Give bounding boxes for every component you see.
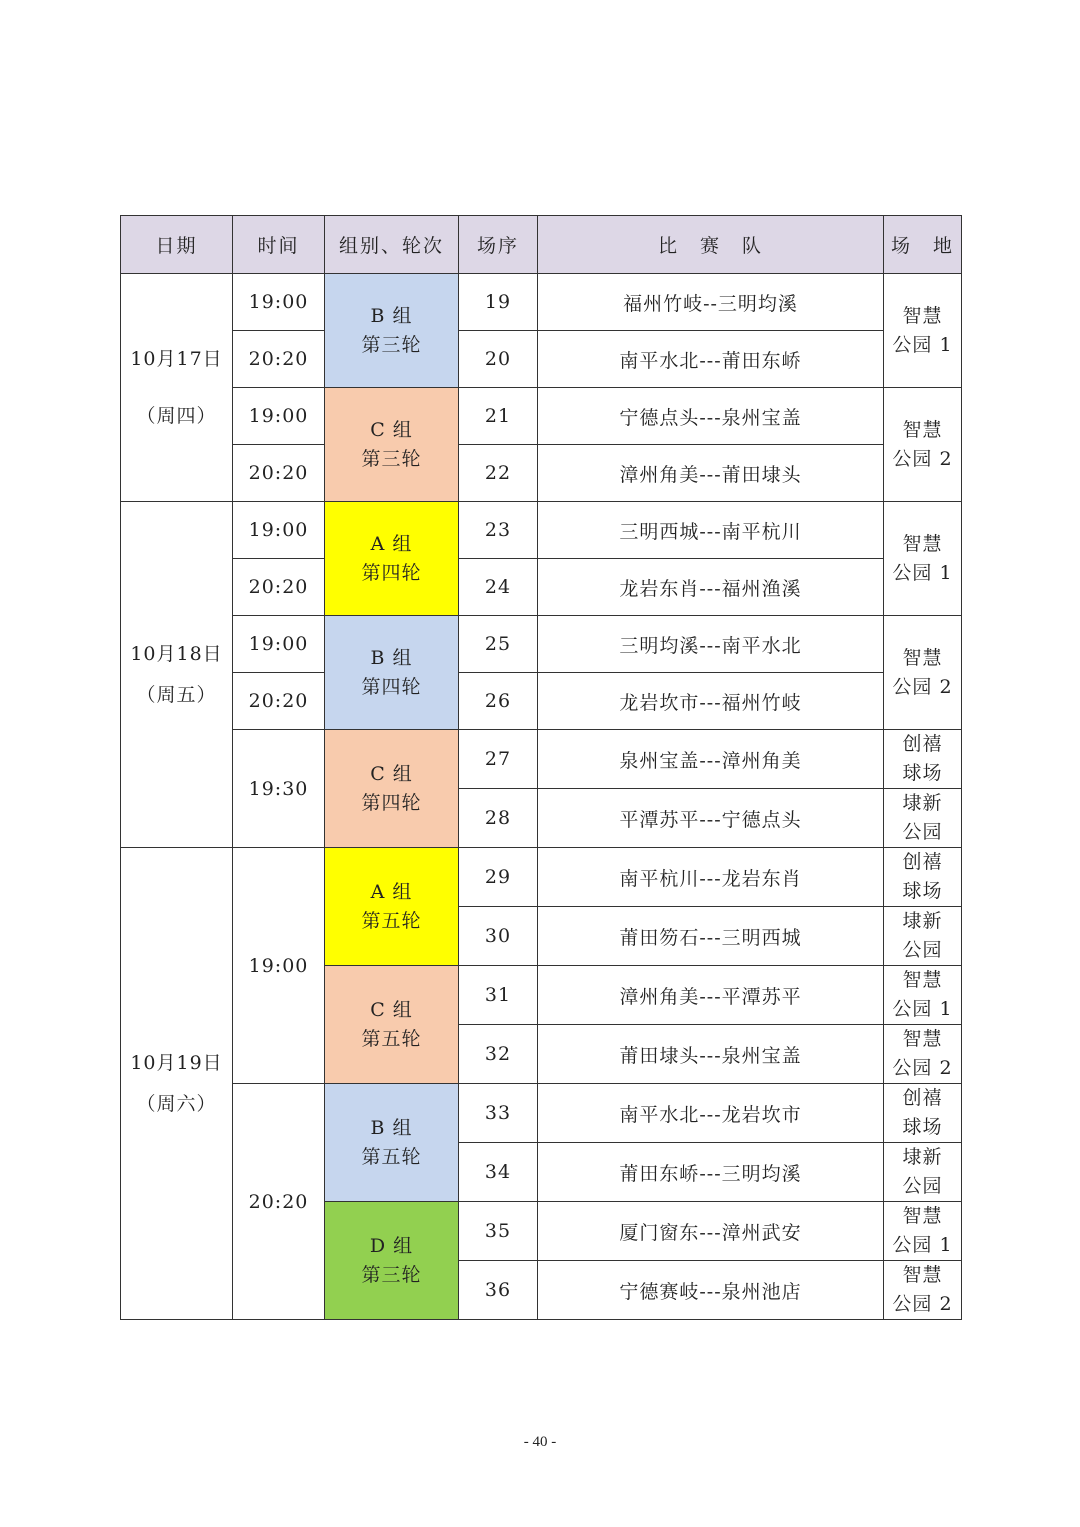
venue-cell: 智慧 公园 2 bbox=[884, 616, 962, 730]
group-label: C 组 bbox=[370, 418, 413, 441]
match-no-cell: 32 bbox=[459, 1025, 538, 1084]
teams-cell: 福州竹岐--三明均溪 bbox=[538, 274, 884, 331]
group-cell bbox=[325, 966, 459, 1084]
group-label: D 组 bbox=[369, 1234, 414, 1257]
time-cell: 19:00 bbox=[233, 388, 325, 445]
venue-cell: 智慧 公园 1 bbox=[884, 502, 962, 616]
teams-cell: 南平水北---龙岩坎市 bbox=[538, 1084, 884, 1143]
venue-cell: 埭新 公园 bbox=[884, 789, 962, 848]
match-no-cell: 29 bbox=[459, 848, 538, 907]
teams-cell: 厦门窗东---漳州武安 bbox=[538, 1202, 884, 1261]
group-label: B 组 bbox=[370, 646, 413, 669]
time-cell: 19:00 bbox=[233, 502, 325, 559]
schedule-table bbox=[120, 215, 962, 1320]
venue-cell: 智慧 公园 1 bbox=[884, 966, 962, 1025]
venue-cell: 埭新 公园 bbox=[884, 1143, 962, 1202]
match-no-cell: 24 bbox=[459, 559, 538, 616]
teams-cell: 宁德点头---泉州宝盖 bbox=[538, 388, 884, 445]
table-row bbox=[121, 388, 962, 445]
venue-cell: 埭新 公园 bbox=[884, 907, 962, 966]
group-label: B 组 bbox=[370, 1116, 413, 1139]
match-no-cell: 23 bbox=[459, 502, 538, 559]
group-cell bbox=[325, 388, 459, 502]
table-row bbox=[121, 848, 962, 907]
date-label: 10月18日 bbox=[130, 642, 223, 665]
date-label: 10月17日 bbox=[130, 347, 223, 370]
round-label: 第三轮 bbox=[361, 447, 422, 470]
table-row bbox=[121, 502, 962, 559]
group-label: A 组 bbox=[370, 880, 413, 903]
match-no-cell: 30 bbox=[459, 907, 538, 966]
header-time: 时间 bbox=[233, 216, 325, 274]
group-cell bbox=[325, 730, 459, 848]
venue-cell: 创禧 球场 bbox=[884, 1084, 962, 1143]
match-no-cell: 35 bbox=[459, 1202, 538, 1261]
group-label: C 组 bbox=[370, 762, 413, 785]
header-venue: 场 地 bbox=[884, 216, 962, 274]
date-cell bbox=[121, 502, 233, 848]
group-cell bbox=[325, 274, 459, 388]
match-no-cell: 31 bbox=[459, 966, 538, 1025]
teams-cell: 莆田埭头---泉州宝盖 bbox=[538, 1025, 884, 1084]
group-label: B 组 bbox=[370, 304, 413, 327]
table-row bbox=[121, 445, 962, 502]
table-row bbox=[121, 331, 962, 388]
round-label: 第四轮 bbox=[361, 791, 422, 814]
teams-cell: 莆田东峤---三明均溪 bbox=[538, 1143, 884, 1202]
teams-cell: 宁德赛岐---泉州池店 bbox=[538, 1261, 884, 1320]
group-label: A 组 bbox=[370, 532, 413, 555]
teams-cell: 龙岩东肖---福州渔溪 bbox=[538, 559, 884, 616]
time-cell: 19:00 bbox=[233, 616, 325, 673]
match-no-cell: 28 bbox=[459, 789, 538, 848]
round-label: 第五轮 bbox=[361, 1145, 422, 1168]
venue-cell: 智慧 公园 2 bbox=[884, 1261, 962, 1320]
time-cell: 19:00 bbox=[233, 848, 325, 1084]
round-label: 第三轮 bbox=[361, 1263, 422, 1286]
weekday-label: （周六） bbox=[136, 1092, 217, 1115]
match-no-cell: 19 bbox=[459, 274, 538, 331]
venue-cell: 智慧 公园 1 bbox=[884, 274, 962, 388]
round-label: 第四轮 bbox=[361, 675, 422, 698]
teams-cell: 平潭苏平---宁德点头 bbox=[538, 789, 884, 848]
header-date: 日期 bbox=[121, 216, 233, 274]
venue-cell: 智慧 公园 2 bbox=[884, 1025, 962, 1084]
round-label: 第五轮 bbox=[361, 909, 422, 932]
venue-cell: 智慧 公园 1 bbox=[884, 1202, 962, 1261]
teams-cell: 漳州角美---平潭苏平 bbox=[538, 966, 884, 1025]
table-row bbox=[121, 673, 962, 730]
time-cell: 19:30 bbox=[233, 730, 325, 848]
table-row bbox=[121, 274, 962, 331]
teams-cell: 龙岩坎市---福州竹岐 bbox=[538, 673, 884, 730]
header-teams: 比 赛 队 bbox=[538, 216, 884, 274]
header-match-no: 场序 bbox=[459, 216, 538, 274]
teams-cell: 三明西城---南平杭川 bbox=[538, 502, 884, 559]
group-cell bbox=[325, 1202, 459, 1320]
page-number: - 40 - bbox=[523, 1434, 557, 1450]
venue-cell: 智慧 公园 2 bbox=[884, 388, 962, 502]
match-no-cell: 21 bbox=[459, 388, 538, 445]
table-row bbox=[121, 616, 962, 673]
time-cell: 20:20 bbox=[233, 445, 325, 502]
match-no-cell: 22 bbox=[459, 445, 538, 502]
weekday-label: （周五） bbox=[136, 683, 217, 706]
group-cell bbox=[325, 848, 459, 966]
match-no-cell: 26 bbox=[459, 673, 538, 730]
match-no-cell: 34 bbox=[459, 1143, 538, 1202]
venue-cell: 创禧 球场 bbox=[884, 848, 962, 907]
match-no-cell: 36 bbox=[459, 1261, 538, 1320]
match-no-cell: 27 bbox=[459, 730, 538, 789]
table-row bbox=[121, 1084, 962, 1143]
time-cell: 19:00 bbox=[233, 274, 325, 331]
teams-cell: 南平杭川---龙岩东肖 bbox=[538, 848, 884, 907]
teams-cell: 泉州宝盖---漳州角美 bbox=[538, 730, 884, 789]
venue-cell: 创禧 球场 bbox=[884, 730, 962, 789]
date-cell bbox=[121, 848, 233, 1320]
time-cell: 20:20 bbox=[233, 673, 325, 730]
teams-cell: 三明均溪---南平水北 bbox=[538, 616, 884, 673]
header-row bbox=[121, 216, 962, 274]
date-cell bbox=[121, 274, 233, 502]
match-no-cell: 25 bbox=[459, 616, 538, 673]
round-label: 第四轮 bbox=[361, 561, 422, 584]
teams-cell: 莆田笏石---三明西城 bbox=[538, 907, 884, 966]
header-group: 组别、轮次 bbox=[325, 216, 459, 274]
group-cell bbox=[325, 1084, 459, 1202]
weekday-label: （周四） bbox=[136, 404, 217, 427]
match-no-cell: 33 bbox=[459, 1084, 538, 1143]
round-label: 第五轮 bbox=[361, 1027, 422, 1050]
table-row bbox=[121, 730, 962, 789]
round-label: 第三轮 bbox=[361, 333, 422, 356]
table-row bbox=[121, 559, 962, 616]
time-cell: 20:20 bbox=[233, 559, 325, 616]
group-cell bbox=[325, 616, 459, 730]
date-label: 10月19日 bbox=[130, 1051, 223, 1074]
group-label: C 组 bbox=[370, 998, 413, 1021]
group-cell bbox=[325, 502, 459, 616]
teams-cell: 漳州角美---莆田埭头 bbox=[538, 445, 884, 502]
match-no-cell: 20 bbox=[459, 331, 538, 388]
teams-cell: 南平水北---莆田东峤 bbox=[538, 331, 884, 388]
time-cell: 20:20 bbox=[233, 331, 325, 388]
time-cell: 20:20 bbox=[233, 1084, 325, 1320]
